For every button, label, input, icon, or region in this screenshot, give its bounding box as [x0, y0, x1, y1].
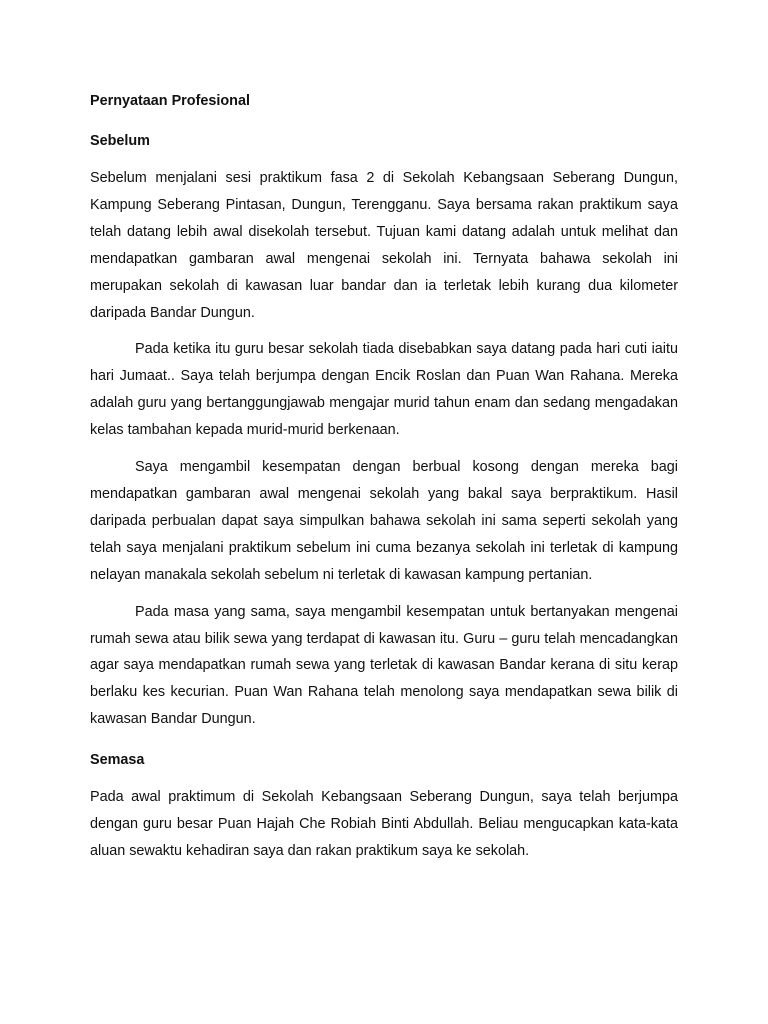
- section-heading-semasa: Semasa: [90, 752, 145, 769]
- paragraph: Pada masa yang sama, saya mengambil kesempatan untuk bertanyakan mengenai rumah sewa atau bilik sewa yang terdapat di kawasan itu. Guru – guru telah mencadangkan agar saya mendapatkan rumah sewa yang terletak di kawasan Bandar kerana di situ kerap berlaku kes kecurian. Puan Wan Rahana telah menolong saya mendapatkan sewa bilik di kawasan Bandar Dungun.: [90, 603, 678, 728]
- section-heading-sebelum: Sebelum: [90, 133, 150, 149]
- paragraph: Saya mengambil kesempatan dengan berbual kosong dengan mereka bagi mendapatkan gambaran awal mengenai sekolah yang bakal saya berpraktikum. Hasil daripada perbualan dapat saya simpulkan bahawa sekolah ini sama seperti sekolah yang telah saya menjalani praktikum sebelum ini cuma bezanya sekolah ini terletak di kampung nelayan manakala sekolah sebelum ni terletak di kawasan kampung pertanian.: [90, 459, 678, 583]
- paragraph: Pada ketika itu guru besar sekolah tiada disebabkan saya datang pada hari cuti iaitu hari Jumaat.. Saya telah berjumpa dengan Encik Roslan dan Puan Wan Rahana. Mereka adalah guru yang bertanggungjawab mengajar murid tahun enam dan sedang mengadakan kelas tambahan kepada murid-murid berkenaan.: [90, 341, 678, 439]
- document-title: Pernyataan Profesional: [90, 93, 250, 109]
- paragraph: Pada awal praktimum di Sekolah Kebangsaan Seberang Dungun, saya telah berjumpa dengan guru besar Puan Hajah Che Robiah Binti Abdullah. Beliau mengucapkan kata-kata aluan sewaktu kehadiran saya dan rakan praktikum saya ke sekolah.: [90, 789, 678, 859]
- document-page: [90, 90, 678, 865]
- paragraph: Sebelum menjalani sesi praktikum fasa 2 di Sekolah Kebangsaan Seberang Dungun, Kampung Seberang Pintasan, Dungun, Terengganu. Saya bersama rakan praktikum saya telah datang lebih awal disekolah tersebut. Tujuan kami datang adalah untuk melihat dan mendapatkan gambaran awal mengenai sekolah ini. Ternyata bahawa sekolah ini merupakan sekolah di kawasan luar bandar dan ia terletak lebih kurang dua kilometer daripada Bandar Dungun.: [90, 170, 678, 321]
